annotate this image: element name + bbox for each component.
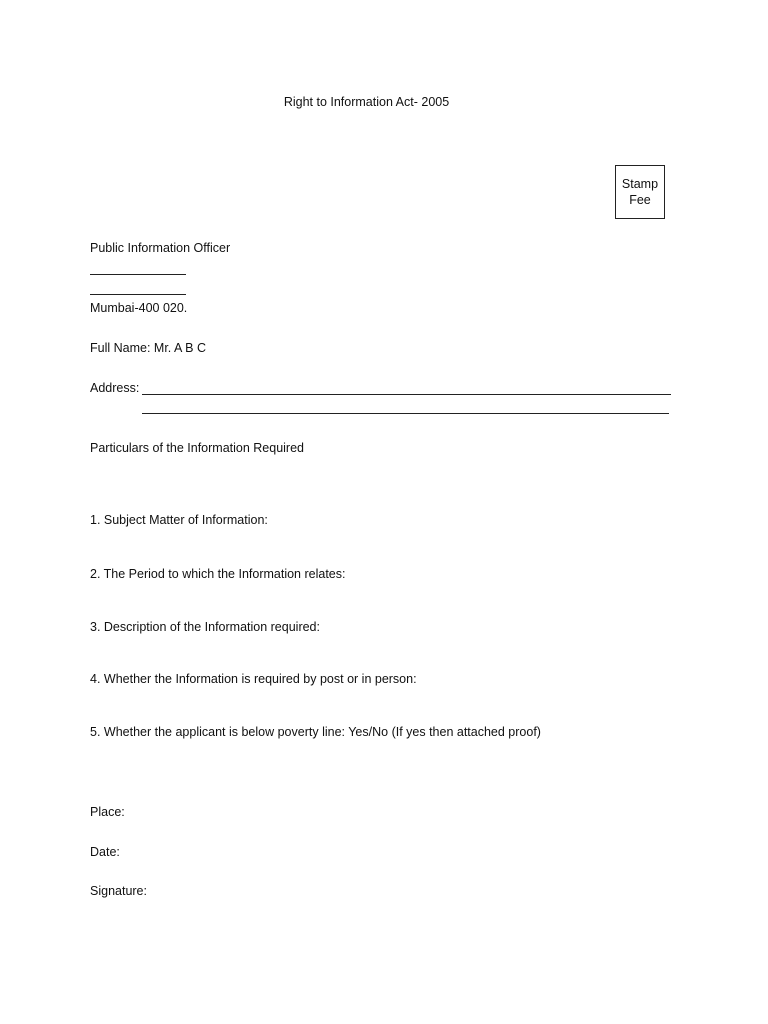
footer-date: Date: — [90, 845, 120, 859]
address-blank-line-2 — [142, 413, 669, 414]
fee-label: Fee — [629, 193, 651, 207]
document-title: Right to Information Act- 2005 — [283, 95, 450, 109]
item-subject-matter: 1. Subject Matter of Information: — [90, 513, 268, 527]
particulars-heading: Particulars of the Information Required — [90, 441, 304, 455]
item-delivery-mode: 4. Whether the Information is required by post or in person: — [90, 672, 417, 686]
footer-place: Place: — [90, 805, 125, 819]
footer-signature: Signature: — [90, 884, 147, 898]
address-label: Address: — [90, 381, 140, 395]
address-blank-line-1 — [142, 394, 671, 395]
recipient-blank-line-1 — [90, 274, 186, 275]
item-description: 3. Description of the Information required: — [90, 620, 320, 634]
item-poverty-line: 5. Whether the applicant is below poverty line: Yes/No (If yes then attached proof) — [90, 725, 541, 739]
applicant-full-name: Full Name: Mr. A B C — [90, 341, 207, 355]
stamp-fee-box — [615, 165, 665, 219]
item-period: 2. The Period to which the Information relates: — [90, 567, 346, 581]
recipient-officer: Public Information Officer — [90, 241, 231, 255]
stamp-label: Stamp — [621, 177, 659, 191]
recipient-city: Mumbai-400 020. — [90, 301, 188, 315]
recipient-blank-line-2 — [90, 294, 186, 295]
